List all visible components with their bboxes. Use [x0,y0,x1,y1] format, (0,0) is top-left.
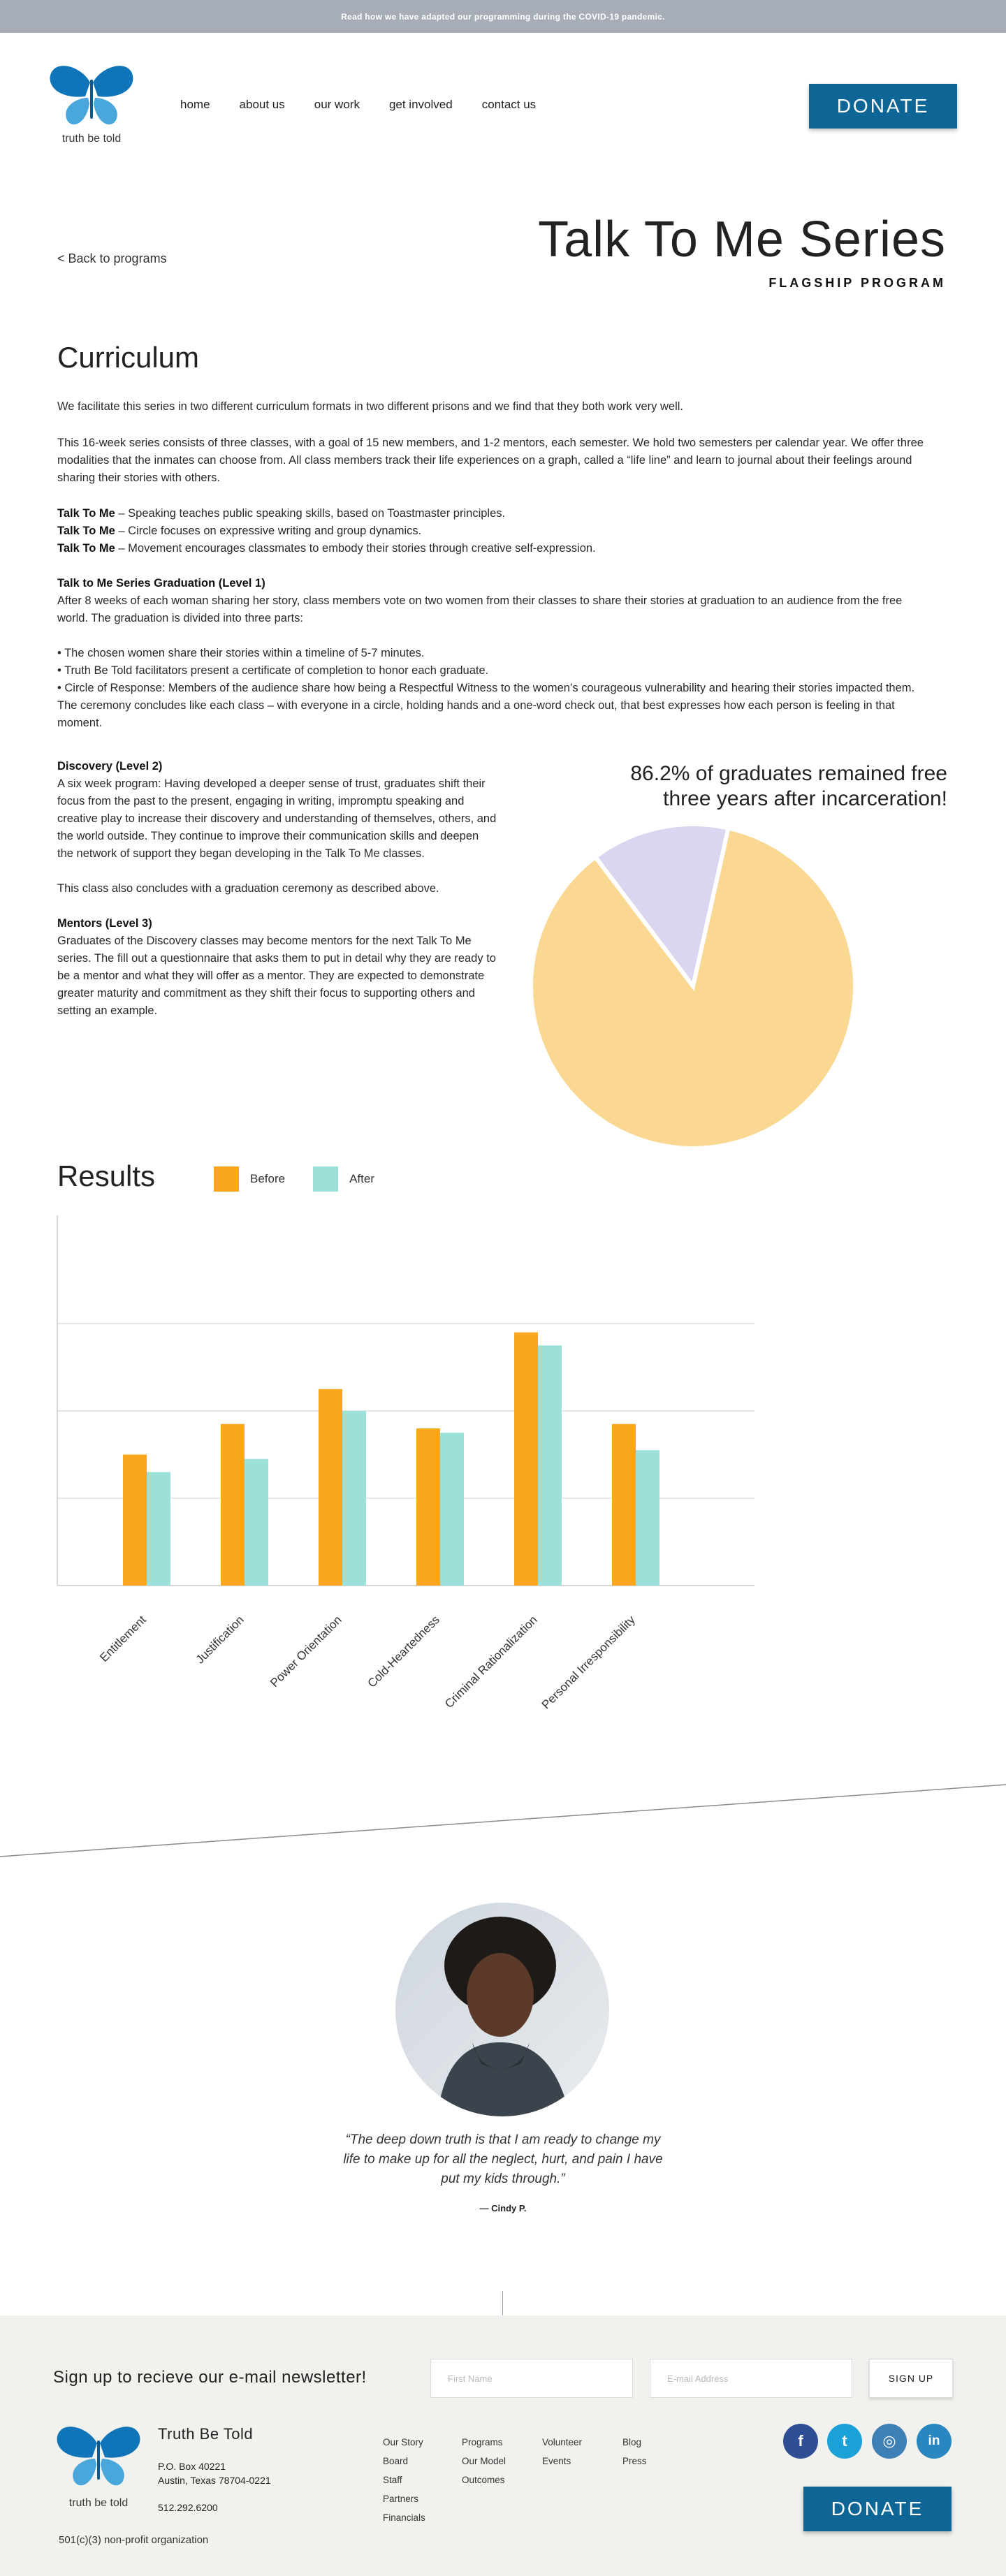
chart-legend [214,1166,402,1192]
bar-after-justification [245,1459,268,1586]
footer-link[interactable]: Partners [383,2494,419,2504]
bar-after-entitlement [147,1472,170,1586]
section-divider [0,1774,1006,1865]
nav-our-work[interactable]: our work [314,98,360,111]
curriculum-intro: We facilitate this series in two different curriculum formats in two different prisons and we find that they both work very well. [57,400,683,413]
bar-after-power-orientation [342,1411,366,1586]
bar-before-entitlement [123,1455,147,1586]
footer-link[interactable]: Volunteer [542,2437,583,2447]
bar-before-criminal-rationalization [514,1333,538,1586]
footer-link[interactable]: Events [542,2456,571,2466]
results-heading: Results [57,1159,156,1192]
facebook-icon[interactable]: f [783,2424,818,2459]
back-to-programs-link[interactable]: < Back to programs [57,251,167,265]
legend-swatch-after [313,1166,338,1192]
legend-label-after: After [349,1172,374,1185]
graduation-section [57,575,931,732]
mentors-text: Graduates of the Discovery classes may become mentors for the next Talk To Me series. The fill out a questionnaire that asks them to put in detail why they are ready to be a mentor and what they will offer as a mentor. They are expected to demonstrate greater maturity and commitment as they shift their focus to supporting others and setting an example. [57,935,496,1017]
footer-link[interactable]: Our Model [462,2456,506,2466]
legend-swatch-before [214,1166,239,1192]
footer-links-work [462,2433,506,2489]
pie-caption-text: of graduates remained free three years after incarceration! [663,762,947,810]
footer-donate-button[interactable]: DONATE [803,2487,952,2531]
testimonial-portrait [395,1903,609,2116]
graduation-text: After 8 weeks of each woman sharing her story, class members vote on two women from their classes to share their stories at graduation to an audience from the free world. The graduation is divided into three parts: [57,594,903,624]
footer-link[interactable]: Financials [383,2512,425,2523]
legend-after [313,1166,374,1192]
footer-link[interactable]: Press [622,2456,647,2466]
footer-logo-wordmark: truth be told [68,2497,129,2509]
footer-links-involved [542,2433,582,2471]
discovery-note: This class also concludes with a graduation ceremony as described above. [57,882,439,895]
nonprofit-status: 501(c)(3) non-profit organization [59,2534,209,2546]
graduation-heading: Talk to Me Series Graduation (Level 1) [57,577,265,590]
butterfly-logo-icon [48,63,136,130]
curriculum-heading: Curriculum [57,341,200,374]
bar-after-criminal-rationalization [538,1345,562,1586]
bar-before-power-orientation [319,1389,342,1586]
pie-caption-value: 86.2% [630,762,690,785]
footer-link[interactable]: Board [383,2456,409,2466]
nav-contact-us[interactable]: contact us [481,98,537,111]
nav-home[interactable]: home [180,98,210,111]
pie-caption [626,761,947,812]
bar-before-personal-irresponsibility [612,1424,636,1586]
outcome-pie-chart [525,819,861,1154]
class-list [57,505,931,557]
legend-label-before: Before [250,1172,286,1185]
results-bar-chart [0,1215,768,1746]
site-logo[interactable] [48,63,136,145]
twitter-icon[interactable]: t [827,2424,862,2459]
covid-banner[interactable] [0,0,1006,33]
graduation-bullet: • Circle of Response: Members of the audience share how being a Respectful Witness to the women’s courageous vulnerability and hearing their stories impacted them. The ceremony concludes like each class – with everyone in a circle, holding hands and a one-word check out, that best expresses how each person is feeling in that moment. [57,682,915,729]
class-item-circle: Talk To Me – Circle focuses on expressive writing and group dynamics. [57,525,422,537]
org-phone[interactable]: 512.292.6200 [158,2502,218,2513]
newsletter-title: Sign up to recieve our e-mail newsletter! [53,2368,367,2387]
graduation-bullet: • The chosen women share their stories within a timeline of 5-7 minutes. [57,647,425,659]
footer-link[interactable]: Staff [383,2475,402,2485]
discovery-heading: Discovery (Level 2) [57,760,163,773]
email-input[interactable]: E-mail Address [650,2359,852,2398]
portrait-image [395,1903,609,2116]
org-address [158,2459,271,2487]
footer-links-news [622,2433,647,2471]
instagram-icon[interactable]: ◎ [872,2424,907,2459]
x-tick-label: Entitlement [97,1613,149,1664]
testimonial-author: — Cindy P. [479,2203,527,2213]
nav-about-us[interactable]: about us [239,98,285,111]
logo-wordmark: truth be told [61,133,122,145]
org-name: Truth Be Told [158,2425,254,2443]
x-tick-label: Power Orientation [268,1613,344,1690]
footer-link[interactable]: Our Story [383,2437,423,2447]
nav-get-involved[interactable]: get involved [388,98,453,111]
covid-banner-text[interactable]: Read how we have adapted our programming during the COVID-19 pandemic. [341,11,665,22]
page-title: Talk To Me Series [538,212,946,268]
discovery-text: A six week program: Having developed a deeper sense of trust, graduates shift their focus from the past to the present, engaging in writing, impromptu speaking and creative play to increase their discovery and understanding of themselves, others, and the world outside. They continue to improve their communication skills and deepen the network of support they began developing in the Talk To Me classes. [57,777,497,860]
butterfly-logo-icon [54,2424,143,2491]
x-tick-label: Criminal Rationalization [442,1613,540,1711]
bar-before-cold-heartedness [416,1428,440,1586]
levels-column [57,758,497,1020]
address-line: Austin, Texas 78704-0221 [158,2475,271,2486]
legend-before [214,1166,285,1192]
footer-link[interactable]: Outcomes [462,2475,505,2485]
class-item-speaking: Talk To Me – Speaking teaches public speaking skills, based on Toastmaster principles. [57,507,506,520]
bar-before-justification [221,1424,245,1586]
first-name-input[interactable]: First Name [430,2359,633,2398]
x-tick-label: Justification [193,1613,247,1667]
bar-after-cold-heartedness [440,1433,464,1586]
graduation-bullet: • Truth Be Told facilitators present a certificate of completion to honor each graduate. [57,664,489,677]
footer-links-about [383,2433,425,2527]
footer-link[interactable]: Blog [622,2437,642,2447]
main-nav [180,98,565,112]
testimonial-quote: “The deep down truth is that I am ready to change my life to make up for all the neglect, hurt, and pain I have put my kids through.” [343,2132,663,2186]
footer-logo[interactable] [50,2424,147,2510]
x-tick-label: Cold-Heartedness [365,1613,442,1690]
footer-link[interactable]: Programs [462,2437,503,2447]
linkedin-icon[interactable]: in [917,2424,952,2459]
mentors-heading: Mentors (Level 3) [57,917,152,930]
class-item-movement: Talk To Me – Movement encourages classmates to embody their stories through creative self-expression. [57,542,596,555]
page-subtitle: FLAGSHIP PROGRAM [768,276,946,290]
curriculum-overview: This 16-week series consists of three classes, with a goal of 15 new members, and 1-2 mentors, each semester. We hold two semesters per calendar year. We offer three modalities that the inmates can choose from. All class members track their life experiences on a graph, called a “life line” and learn to journal about their feelings around sharing their stories with others. [57,437,924,484]
signup-button[interactable]: SIGN UP [869,2359,953,2398]
bar-after-personal-irresponsibility [636,1450,659,1586]
x-tick-label: Personal Irresponsibility [539,1613,638,1712]
donate-button[interactable]: DONATE [809,84,957,129]
address-line: P.O. Box 40221 [158,2461,226,2472]
